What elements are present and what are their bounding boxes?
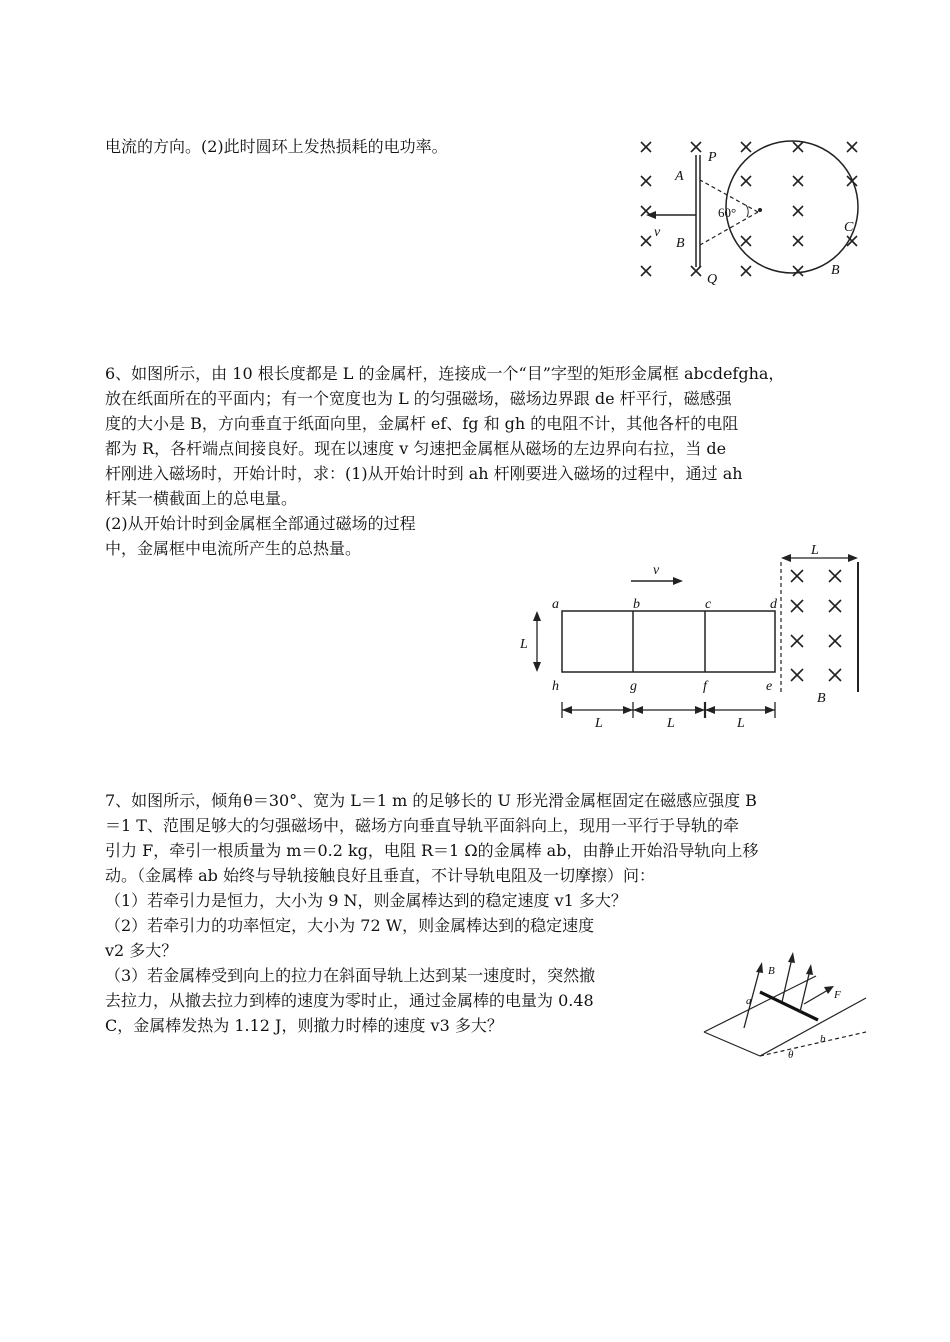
label-b-point: B (676, 236, 685, 251)
field-arrow-3 (800, 970, 810, 1012)
problem6-line: 杆某一横截面上的总电量。 (105, 489, 298, 508)
problem6-line: 杆刚进入磁场时，开始计时，求：(1)从开始计时到 ah 杆刚要进入磁场的过程中，通过 ah (105, 464, 743, 483)
label-b-field: B (768, 965, 775, 977)
label-b: b (633, 597, 640, 612)
label-f: F (834, 989, 841, 1001)
label-q: Q (707, 272, 718, 287)
frame-field-figure (515, 540, 865, 730)
rail-left-bottom (704, 1032, 760, 1056)
label-g: g (630, 679, 637, 694)
label-c: c (705, 597, 712, 612)
problem6-statement (105, 361, 784, 561)
problem5-tail-text: 电流的方向。(2)此时圆环上发热损耗的电功率。 (105, 137, 448, 156)
label-b-field: B (817, 691, 826, 706)
label-a: a (552, 597, 559, 612)
problem6-line: 都为 R，各杆端点间接良好。现在以速度 v 匀速把金属框从磁场的左边界向右拉，当 de (105, 439, 727, 458)
problem7-line: C，金属棒发热为 1.12 J，则撤力时棒的速度 v3 多大？ (105, 1016, 503, 1035)
field-crosses (791, 570, 841, 681)
rail-upper (704, 976, 816, 1032)
metal-frame (562, 611, 775, 672)
ring-center (758, 208, 762, 212)
metal-ring (726, 141, 858, 273)
problem7-line: v2 多大？ (105, 941, 178, 960)
label-p: P (708, 150, 717, 165)
label-c: C (844, 220, 854, 235)
ground-line (760, 1032, 866, 1056)
problem6-line: 放在纸面所在的平面内；有一个宽度也为 L 的匀强磁场，磁场边界跟 de 杆平行，磁感强 (105, 389, 732, 408)
label-a: a (746, 995, 752, 1007)
label-b: b (820, 1033, 826, 1045)
label-e: e (766, 679, 773, 694)
problem6-line: 度的大小是 B，方向垂直于纸面向里，金属杆 ef、fg 和 gh 的电阻不计，其他各杆的电阻 (105, 414, 739, 433)
label-f: f (703, 679, 707, 694)
problem7-line: 去拉力，从撤去拉力到棒的速度为零时止，通过金属棒的电量为 0.48 (105, 991, 594, 1010)
problem6-line: 中，金属框中电流所产生的总热量。 (105, 539, 362, 558)
label-l-top: L (811, 543, 819, 558)
label-a: A (675, 169, 684, 184)
label-l1: L (595, 716, 603, 731)
label-l-side: L (520, 637, 528, 652)
rail-lower (760, 998, 866, 1056)
metal-rod-ab (760, 992, 818, 1020)
velocity-arrowhead (673, 577, 683, 585)
angle-arc (746, 205, 748, 217)
label-l3: L (737, 716, 745, 731)
label-b-field: B (831, 263, 840, 278)
problem7-line: （3）若金属棒受到向上的拉力在斜面导轨上达到某一速度时，突然撤 (105, 966, 596, 985)
label-v: v (653, 563, 660, 578)
label-l2: L (667, 716, 675, 731)
problem6-line: 6、如图所示，由 10 根长度都是 L 的金属杆，连接成一个“目”字型的矩形金属框 abcdefgha， (105, 364, 785, 383)
ring-field-figure (630, 135, 870, 285)
problem7-line: （1）若牵引力是恒力，大小为 9 N，则金属棒达到的稳定速度 v1 多大？ (105, 891, 627, 910)
problem7-line: 7、如图所示，倾角θ＝30°、宽为 L＝1 m 的足够长的 U 形光滑金属框固定在磁感应强度 B (105, 791, 757, 810)
field-crosses (641, 142, 857, 276)
label-v: v (654, 225, 661, 240)
problem7-line: ＝1 T、范围足够大的匀强磁场中，磁场方向垂直导轨平面斜向上，现用一平行于导轨的牵 (105, 816, 739, 835)
incline-rails-figure (700, 950, 870, 1065)
label-h: h (552, 679, 559, 694)
problem7-statement (105, 788, 758, 1038)
problem7-line: 引力 F，牵引一根质量为 m＝0.2 kg，电阻 R＝1 Ω的金属棒 ab，由静止开始沿导轨向上移 (105, 841, 759, 860)
problem7-line: 动。（金属棒 ab 始终与导轨接触良好且垂直，不计导轨电阻及一切摩擦）问： (105, 866, 655, 885)
problem7-line: （2）若牵引力的功率恒定，大小为 72 W，则金属棒达到的稳定速度 (105, 916, 595, 935)
problem6-line: (2)从开始计时到金属框全部通过磁场的过程 (105, 514, 416, 533)
label-angle: 60° (718, 205, 737, 220)
label-d: d (770, 597, 777, 612)
field-arrow-2 (782, 958, 792, 1002)
force-arrow (804, 990, 828, 1004)
label-theta: θ (788, 1049, 794, 1061)
